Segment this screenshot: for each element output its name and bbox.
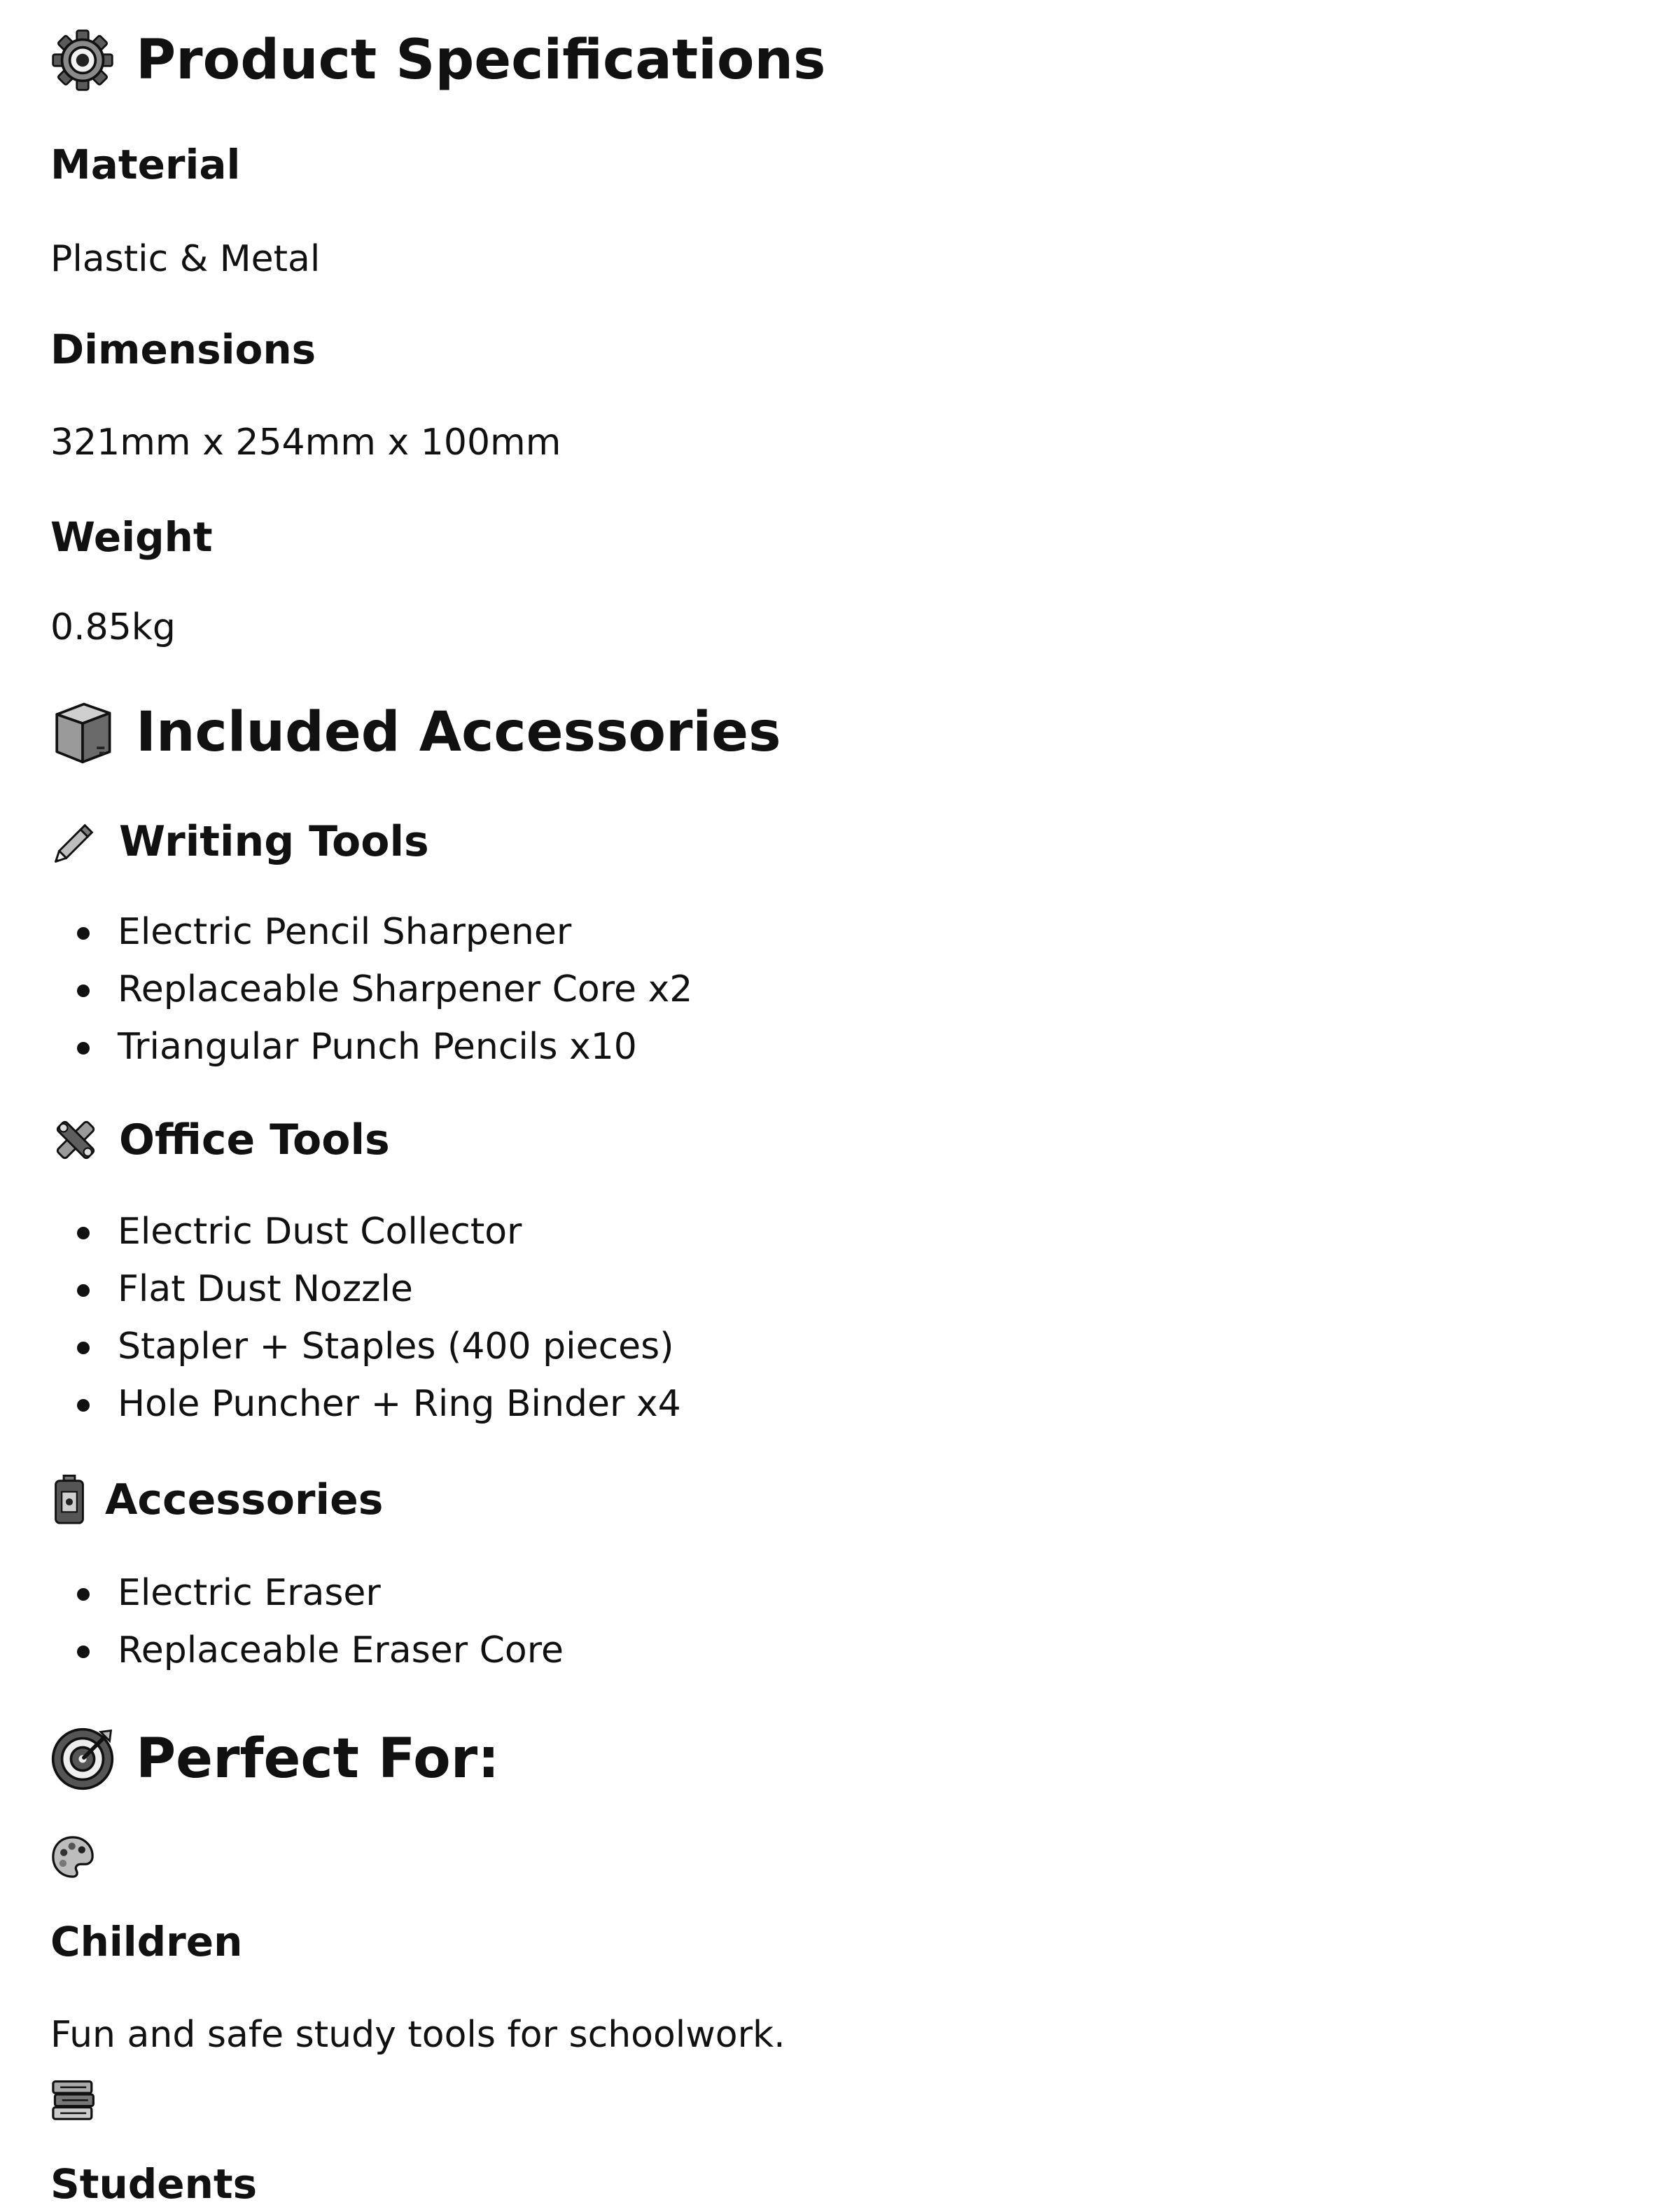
group-title-text: Office Tools xyxy=(119,1115,390,1164)
list-item: Electric Eraser xyxy=(50,1564,564,1622)
list-item: Electric Pencil Sharpener xyxy=(50,903,692,961)
spec-value-dimensions: 321mm x 254mm x 100mm xyxy=(50,422,561,464)
audience-description-children: Fun and safe study tools for schoolwork. xyxy=(50,2014,785,2056)
group-title-accessories xyxy=(50,1475,383,1525)
package-icon xyxy=(50,700,115,765)
spec-value-material: Plastic & Metal xyxy=(50,238,321,280)
accessories-list xyxy=(50,1564,564,1679)
gear-icon xyxy=(50,28,115,92)
group-title-office-tools xyxy=(50,1115,390,1165)
section-title-text: Included Accessories xyxy=(136,701,781,764)
section-title-text: Product Specifications xyxy=(136,29,826,92)
list-item: Replaceable Sharpener Core x2 xyxy=(50,961,692,1018)
group-title-writing-tools xyxy=(50,816,429,867)
spec-label-weight: Weight xyxy=(50,513,213,561)
list-item: Hole Puncher + Ring Binder x4 xyxy=(50,1375,681,1433)
spec-label-material: Material xyxy=(50,141,241,188)
group-title-text: Accessories xyxy=(105,1475,384,1524)
section-title-accessories xyxy=(50,700,781,765)
audience-label-children: Children xyxy=(50,1918,243,1966)
target-icon xyxy=(50,1727,115,1791)
spec-value-weight: 0.85kg xyxy=(50,606,176,648)
list-item: Electric Dust Collector xyxy=(50,1203,681,1260)
palette-icon xyxy=(50,1835,95,1879)
group-title-text: Writing Tools xyxy=(119,817,429,866)
list-item: Replaceable Eraser Core xyxy=(50,1622,564,1679)
battery-icon xyxy=(50,1475,88,1525)
audience-label-students: Students xyxy=(50,2160,258,2208)
tools-icon xyxy=(50,1115,101,1165)
list-item: Flat Dust Nozzle xyxy=(50,1260,681,1318)
office-tools-list xyxy=(50,1203,681,1433)
section-title-specifications xyxy=(50,28,825,92)
section-title-perfect-for xyxy=(50,1727,499,1791)
section-title-text: Perfect For: xyxy=(136,1727,500,1790)
list-item: Triangular Punch Pencils x10 xyxy=(50,1018,692,1076)
pencil-icon xyxy=(50,816,101,867)
spec-label-dimensions: Dimensions xyxy=(50,326,316,373)
writing-tools-list xyxy=(50,903,692,1076)
books-icon xyxy=(50,2080,95,2122)
list-item: Stapler + Staples (400 pieces) xyxy=(50,1318,681,1375)
